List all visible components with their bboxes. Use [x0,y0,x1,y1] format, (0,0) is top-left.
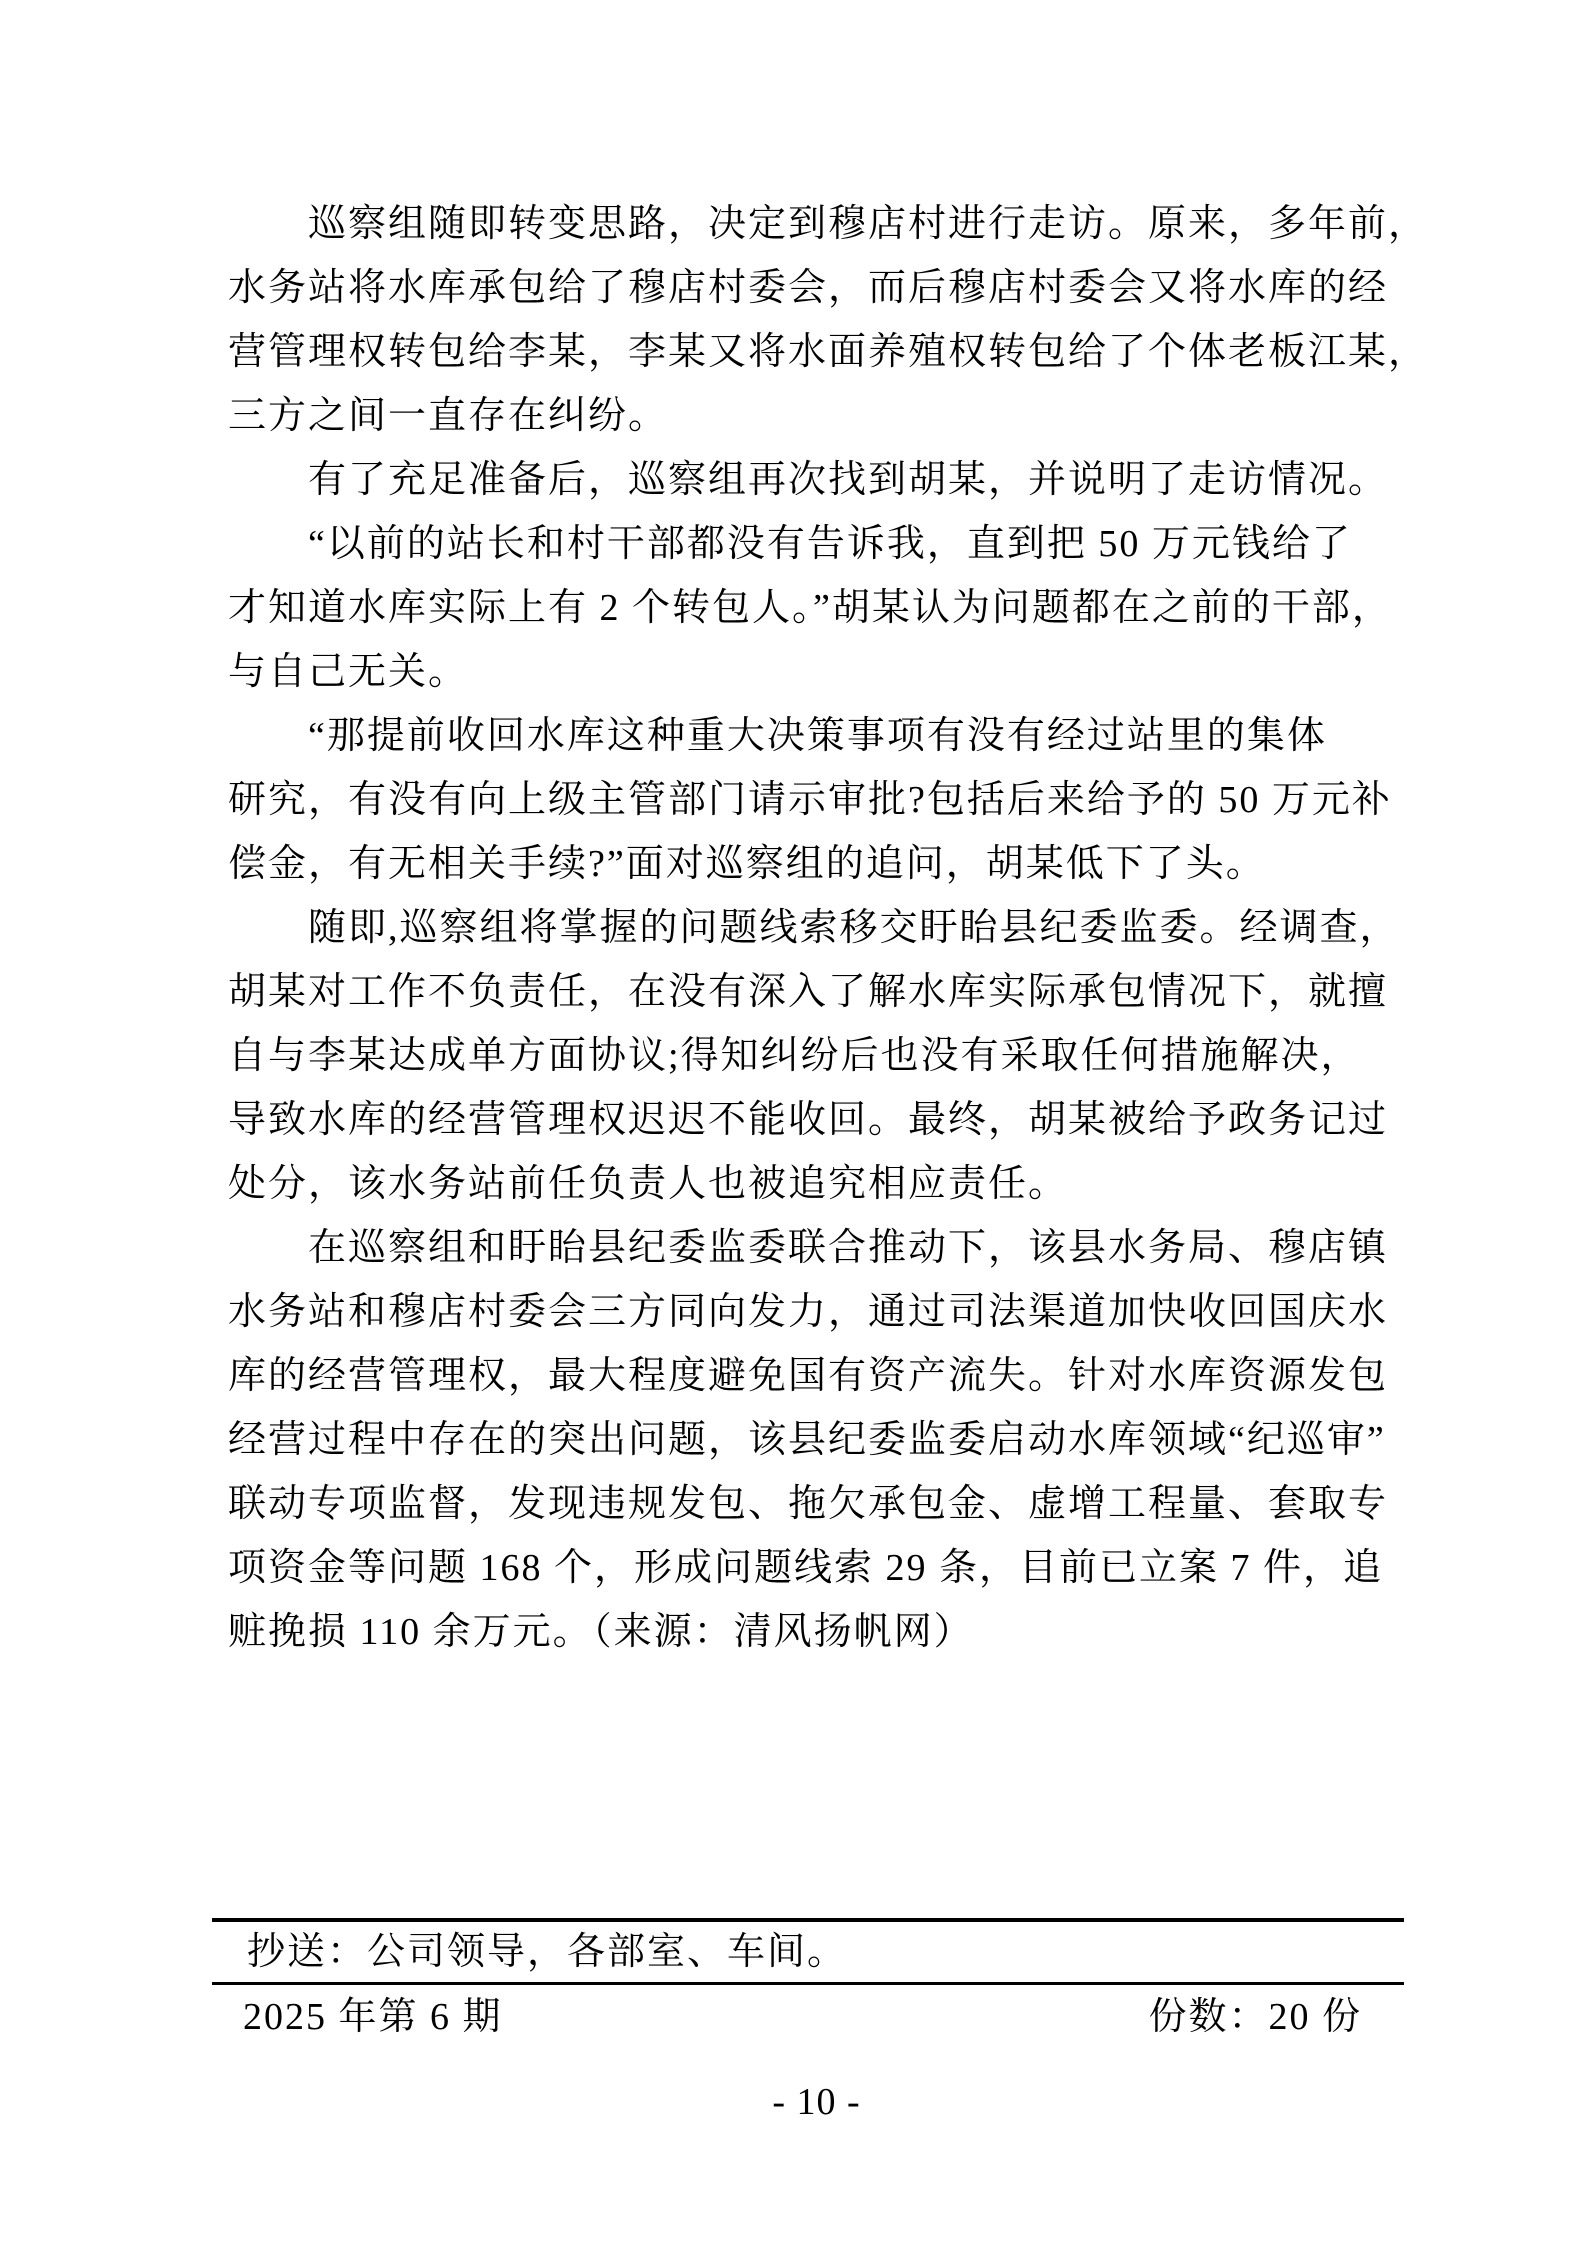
body-line: 水务站将水库承包给了穆店村委会，而后穆店村委会又将水库的经 [228,267,1389,309]
paragraph [228,192,1478,448]
body-line: 胡某对工作不负责任，在没有深入了解水库实际承包情况下，就擅 [228,971,1389,1013]
body-line: 与自己无关。 [228,651,469,693]
body-line: 偿金，有无相关手续?”面对巡察组的追问，胡某低下了头。 [228,843,1266,885]
body-line: 库的经营管理权，最大程度避免国有资产流失。针对水库资源发包 [228,1355,1389,1397]
paragraph [228,704,1478,896]
body-line: 项资金等问题 168 个，形成问题线索 29 条，目前已立案 7 件，追 [228,1547,1384,1589]
body-line: 随即,巡察组将掌握的问题线索移交盱眙县纪委监委。经调查， [308,907,1400,949]
footer-bottom-rule [212,1982,1404,1985]
body-line: 自与李某达成单方面协议;得知纠纷后也没有采取任何措施解决， [228,1035,1361,1077]
paragraph [228,896,1478,1216]
body-line: 巡察组随即转变思路，决定到穆店村进行走访。原来，多年前， [308,203,1429,245]
body-line: 三方之间一直存在纠纷。 [228,395,669,437]
cc-line: 抄送：公司领导，各部室、车间。 [247,1931,848,1973]
body-line: 导致水库的经营管理权迟迟不能收回。最终，胡某被给予政务记过 [228,1099,1389,1141]
paragraph [228,1216,1478,1664]
footer-top-rule [212,1918,1404,1922]
body-line: 才知道水库实际上有 2 个转包人。”胡某认为问题都在之前的干部， [228,587,1392,629]
page-number: - 10 - [772,2081,861,2123]
issue-number: 2025 年第 6 期 [243,1996,503,2038]
body-line: 处分，该水务站前任负责人也被追究相应责任。 [228,1163,1069,1205]
paragraph [228,512,1478,704]
issue-row [212,1994,1404,2040]
body-line: 营管理权转包给李某，李某又将水面养殖权转包给了个体老板江某， [228,331,1429,373]
paragraph [228,448,1478,512]
body-line: 经营过程中存在的突出问题，该县纪委监委启动水库领域“纪巡审” [228,1419,1386,1461]
body-line: “那提前收回水库这种重大决策事项有没有经过站里的集体 [308,715,1327,757]
body-line: 在巡察组和盱眙县纪委监委联合推动下，该县水务局、穆店镇 [308,1227,1389,1269]
body-line: 联动专项监督，发现违规发包、拖欠承包金、虚增工程量、套取专 [228,1483,1389,1525]
document-body [228,192,1478,1664]
body-line: 赃挽损 110 余万元。（来源：清风扬帆网） [228,1611,974,1653]
body-line: 研究，有没有向上级主管部门请示审批?包括后来给予的 50 万元补 [228,779,1392,821]
body-line: “以前的站长和村干部都没有告诉我，直到把 50 万元钱给了 [308,523,1352,565]
body-line: 水务站和穆店村委会三方同向发力，通过司法渠道加快收回国庆水 [228,1291,1389,1333]
body-line: 有了充足准备后，巡察组再次找到胡某，并说明了走访情况。 [308,459,1389,501]
copies-count: 份数：20 份 [1148,1996,1362,2038]
